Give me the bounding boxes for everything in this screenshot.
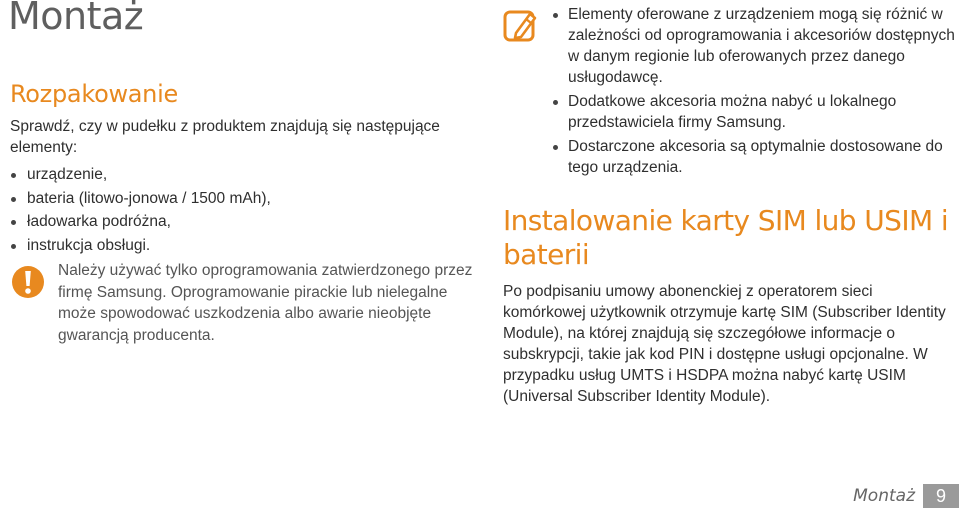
left-column	[10, 80, 480, 346]
list-item: ładowarka podróżna,	[10, 210, 480, 234]
page-title: Montaż	[8, 0, 144, 38]
note-item: Elementy oferowane z urządzeniem mogą się różnić w zależności od oprogramowania i akcesoriów dostępnych w danym regionie lub oferowanych przez danego usługodawcę.	[552, 4, 955, 88]
list-item: bateria (litowo-jonowa / 1500 mAh),	[10, 187, 480, 211]
warning-text: Należy używać tylko oprogramowania zatwierdzonego przez firmę Samsung. Oprogramowanie pirackie lub nielegalne może spowodować uszkodzenia albo awarie nieobjęte gwarancją producenta.	[58, 262, 473, 344]
note-pencil-icon	[503, 8, 539, 44]
note-box	[503, 4, 955, 178]
warning-exclamation-icon	[10, 264, 46, 300]
note-item: Dodatkowe akcesoria można nabyć u lokalnego przedstawiciela firmy Samsung.	[552, 91, 955, 133]
section-heading-sim-install: Instalowanie karty SIM lub USIM i baterii	[503, 204, 949, 271]
page-footer	[853, 484, 959, 508]
package-contents-list	[10, 163, 480, 257]
right-column	[503, 4, 955, 407]
intro-text: Sprawdź, czy w pudełku z produktem znajdują się następujące elementy:	[10, 118, 440, 156]
footer-section-label: Montaż	[853, 486, 915, 506]
note-item: Dostarczone akcesoria są optymalnie dostosowane do tego urządzenia.	[552, 136, 955, 178]
warning-notice	[10, 260, 480, 346]
sim-paragraph: Po podpisaniu umowy abonenckiej z operatorem sieci komórkowej użytkownik otrzymuje kartę SIM (Subscriber Identity Module), na której znajdują się szczegółowe informacje o subskrypcji, takie jak kod PIN i dostępne usługi opcjonalne. W przypadku usług UMTS i HSDPA można nabyć kartę USIM (Universal Subscriber Identity Module).	[503, 283, 946, 405]
list-item: instrukcja obsługi.	[10, 234, 480, 258]
section-heading-unpacking: Rozpakowanie	[10, 80, 178, 108]
list-item: urządzenie,	[10, 163, 480, 187]
note-list	[503, 4, 955, 178]
page-number-badge: 9	[923, 484, 959, 508]
